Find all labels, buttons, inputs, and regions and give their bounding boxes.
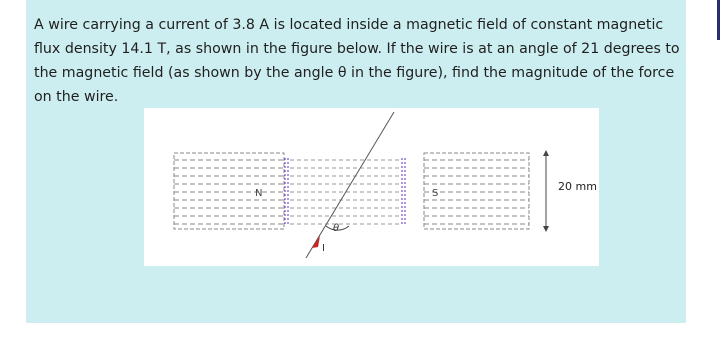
question-text: A wire carrying a current of 3.8 A is located inside a magnetic field of constant magnetic flux density 14.1 T, as shown in the figure below. If the wire is at an angle of 21 degrees to the magnetic field (as shown by the angle θ in the figure), find the magnitude of the force on the wire. — [34, 17, 680, 105]
scale-label: 20 mm — [558, 180, 597, 193]
north-magnet — [174, 153, 284, 229]
wire — [306, 112, 394, 258]
north-pole-label: N — [255, 188, 263, 199]
field-diagram — [144, 108, 599, 266]
angle-label: θ — [333, 223, 340, 234]
south-pole-label: S — [432, 188, 439, 199]
scale-bar — [541, 150, 551, 232]
magnetic-field-figure — [144, 108, 599, 266]
field-arrows-right — [402, 158, 405, 226]
question-panel — [26, 0, 686, 323]
south-magnet — [424, 153, 529, 229]
field-arrows-left — [285, 158, 288, 226]
current-label: I — [322, 243, 325, 254]
current-arrow-icon — [312, 236, 320, 248]
